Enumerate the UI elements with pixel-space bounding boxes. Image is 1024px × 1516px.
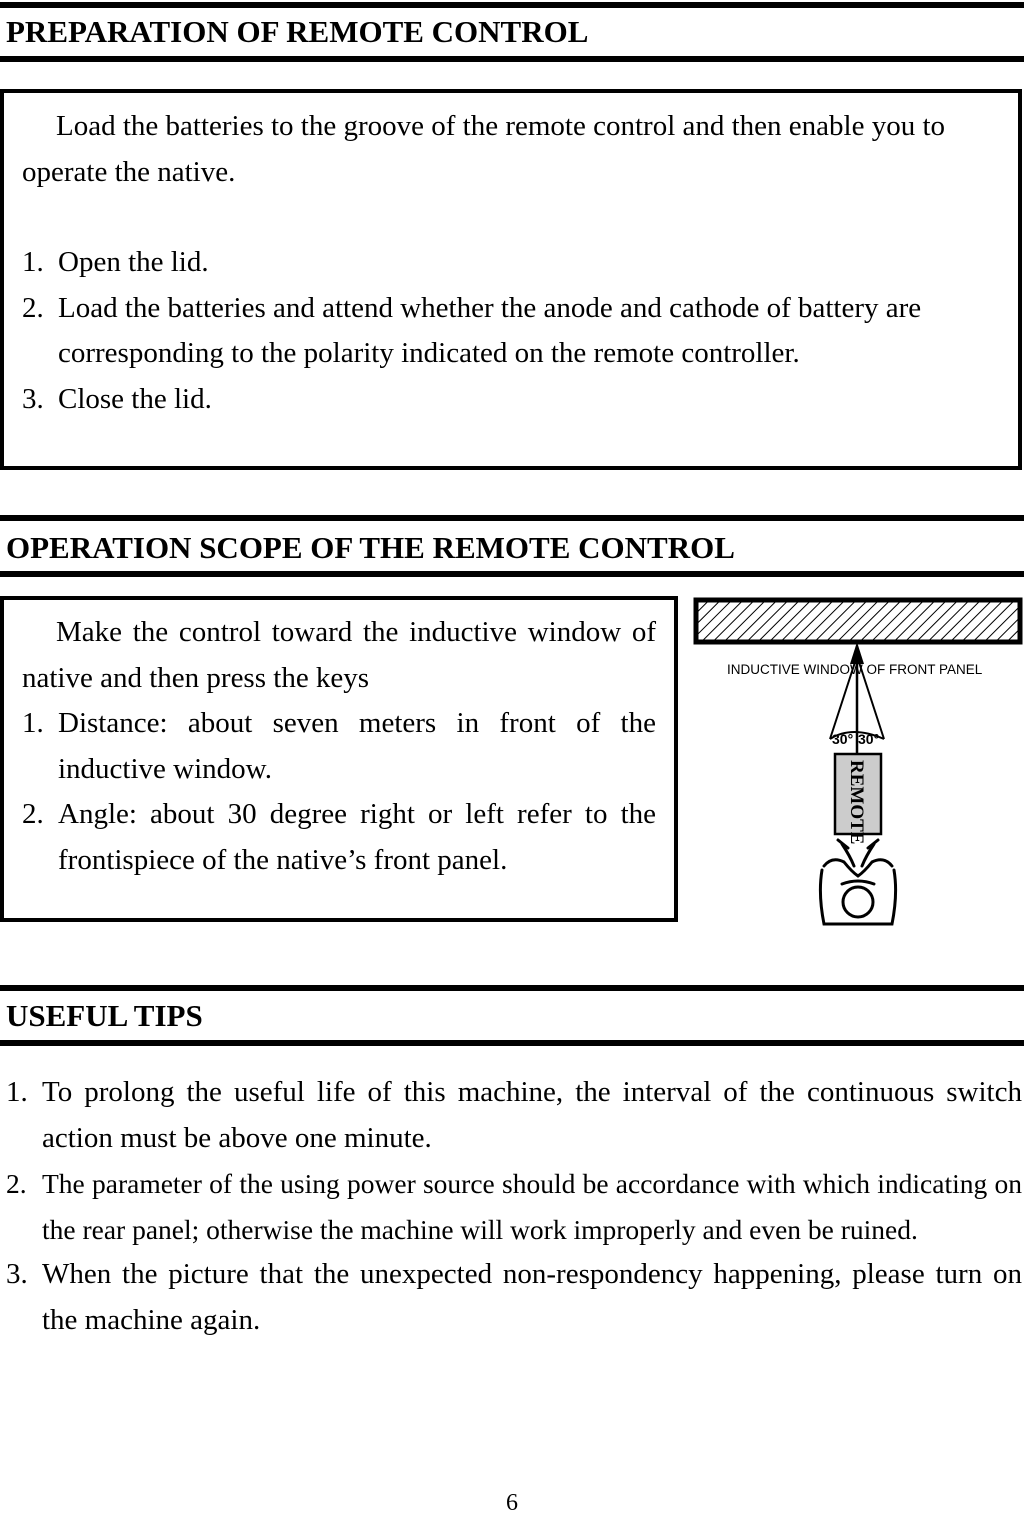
preparation-step: 1. Open the lid. <box>22 246 209 278</box>
top-rule <box>0 2 1024 8</box>
operation-steps <box>22 701 656 883</box>
preparation-step: 2. Load the batteries and attend whether the anode and cathode of battery are corresponding to the polarity indicated on the remote controller. <box>22 291 922 369</box>
preparation-steps <box>22 240 1002 422</box>
remote-label: REMOTE <box>846 760 867 845</box>
tip-item: 2. The parameter of the using power source should be accordance with which indicating on the rear panel; otherwise the machine will work improperly and even be ruined. <box>6 1168 1022 1245</box>
remote-angle-diagram <box>692 594 1024 934</box>
tips-heading: USEFUL TIPS <box>6 998 203 1033</box>
angle-left-label: 30° <box>832 731 854 747</box>
tips-top-rule <box>0 985 1024 991</box>
panel-label: INDUCTIVE WINDOW OF FRONT PANEL <box>727 662 983 677</box>
preparation-box <box>0 89 1022 470</box>
tips-heading-underline <box>0 1040 1024 1046</box>
arrow-head <box>850 642 864 664</box>
page-number: 6 <box>506 1490 518 1516</box>
operation-heading: OPERATION SCOPE OF THE REMOTE CONTROL <box>6 530 735 565</box>
operation-intro: Make the control toward the inductive window of native and then press the keys <box>22 616 656 694</box>
preparation-intro: Load the batteries to the groove of the remote control and then enable you to operate the native. <box>22 110 946 188</box>
front-panel-hatch <box>696 600 1020 642</box>
person-figure <box>820 840 895 924</box>
preparation-step: 3. Close the lid. <box>22 382 212 415</box>
tip-item: 3. When the picture that the unexpected non-respondency happening, please turn on the machine again. <box>6 1258 1022 1336</box>
operation-step: 2. Angle: about 30 degree right or left refer to the frontispiece of the native’s front panel. <box>22 798 656 876</box>
operation-top-rule <box>0 515 1024 521</box>
preparation-heading-underline <box>0 56 1024 62</box>
operation-box <box>0 596 678 922</box>
tip-item: 1. To prolong the useful life of this machine, the interval of the continuous switch action must be above one minute. <box>6 1076 1022 1154</box>
preparation-heading: PREPARATION OF REMOTE CONTROL <box>6 14 589 49</box>
operation-heading-underline <box>0 571 1024 577</box>
tips-body <box>6 1070 1022 1343</box>
tips-list <box>6 1070 1022 1343</box>
angle-right-label: 30° <box>858 731 880 747</box>
operation-step: 1. Distance: about seven meters in front of the inductive window. <box>22 707 656 785</box>
